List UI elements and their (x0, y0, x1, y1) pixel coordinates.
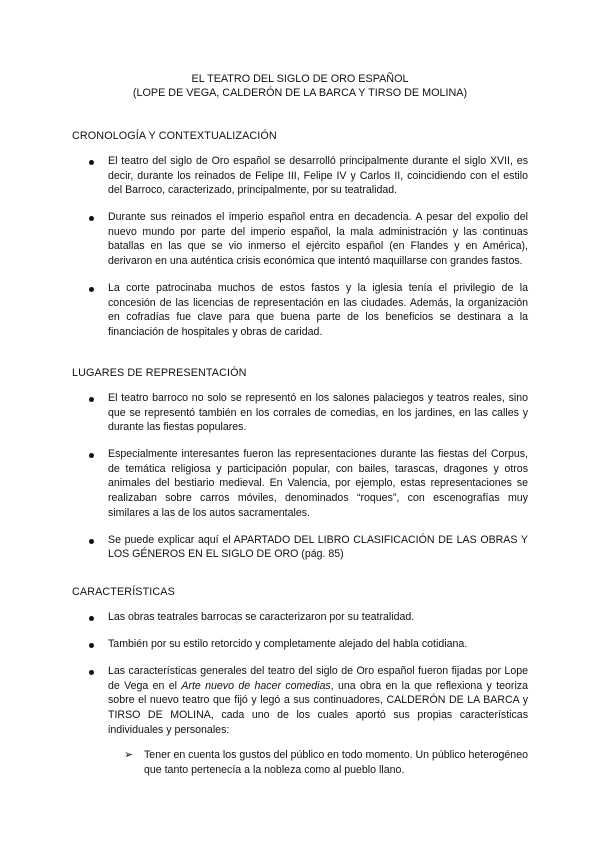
bullet-icon (89, 160, 94, 165)
cronologia-list (72, 154, 528, 352)
section-heading-lugares: LUGARES DE REPRESENTACIÓN (72, 367, 247, 379)
list-item: También por su estilo retorcido y completamente alejado del habla cotidiana. (72, 637, 528, 652)
bullet-icon (89, 616, 94, 621)
bullet-icon (89, 216, 94, 221)
bullet-icon (89, 643, 94, 648)
caracteristicas-list (72, 610, 528, 790)
section-heading-caracteristicas: CARACTERÍSTICAS (72, 586, 175, 598)
bullet-icon (89, 397, 94, 402)
bullet-icon (89, 287, 94, 292)
title-line-2: (LOPE DE VEGA, CALDERÓN DE LA BARCA Y TIRSO DE MOLINA) (132, 87, 468, 99)
sub-list (108, 748, 528, 777)
section-heading-cronologia: CRONOLOGÍA Y CONTEXTUALIZACIÓN (72, 130, 277, 142)
list-item: El teatro del siglo de Oro español se desarrolló principalmente durante el siglo XVII, es decir, durante los reinados de Felipe III, Felipe IV y Carlos II, coincidiendo con el estilo del Barroco, caracterizado, principalmente, por su teatralidad. (72, 154, 528, 198)
item3-after: , una obra en la que reflexiona y teoriza sobre el nuevo teatro que fijó y legó a sus continuadores, CALDERÓN DE LA BARCA y TIRSO DE MOLINA, cada uno de los cuales aportó sus propias características individuales y personales: (108, 679, 528, 736)
bullet-icon (89, 453, 94, 458)
list-item: El teatro barroco no solo se representó en los salones palaciegos y teatros reales, sino que se representó también en los corrales de comedias, en los jardines, en las calles y durante las fiestas populares. (72, 391, 528, 435)
bullet-icon (89, 539, 94, 544)
item3-before: Las características generales del teatro del siglo de Oro español fueron fijadas por Lope de Vega en el (108, 665, 528, 692)
lugares-list (72, 391, 528, 574)
list-item: Especialmente interesantes fueron las representaciones durante las fiestas del Corpus, de temática religiosa y participación popular, con bailes, tarascas, dragones y otros animales del bestiario medieval. En Valencia, por ejemplo, estas representaciones se realizaban sobre carros móviles, denominados “roques”, con escenografías muy similares a las de los autos sacramentales. (72, 447, 528, 520)
list-item: Las obras teatrales barrocas se caracterizaron por su teatralidad. (72, 610, 528, 625)
list-item: Se puede explicar aquí el APARTADO DEL LIBRO CLASIFICACIÓN DE LAS OBRAS Y LOS GÉNEROS EN EL SIGLO DE ORO (pág. 85) (72, 533, 528, 562)
list-item: La corte patrocinaba muchos de estos fastos y la iglesia tenía el privilegio de la concesión de las licencias de representación en las ciudades. Además, la organización en cofradías fue clave para que buena parte de los beneficios se destinara a la financiación de hospitales y obras de caridad. (72, 281, 528, 339)
list-item (72, 664, 528, 777)
bullet-icon (89, 670, 94, 675)
sub-list-item: ➢ Tener en cuenta los gustos del público en todo momento. Un público heterogéneo que tanto pertenecía a la nobleza como al pueblo llano. (124, 749, 528, 776)
document-title (0, 72, 600, 100)
list-item: Durante sus reinados el imperio español entra en decadencia. A pesar del expolio del nuevo mundo por parte del imperio español, la mala administración y las continuas batallas en las que se vio inmerso el ejército español (en Flandes y en América), derivaron en una auténtica crisis económica que intentó maquillarse con grandes fastos. (72, 210, 528, 268)
arrow-bullet-icon: ➢ (124, 749, 134, 762)
book-title-italic: Arte nuevo de hacer comedias (181, 679, 331, 692)
title-line-1: EL TEATRO DEL SIGLO DE ORO ESPAÑOL (191, 73, 409, 85)
